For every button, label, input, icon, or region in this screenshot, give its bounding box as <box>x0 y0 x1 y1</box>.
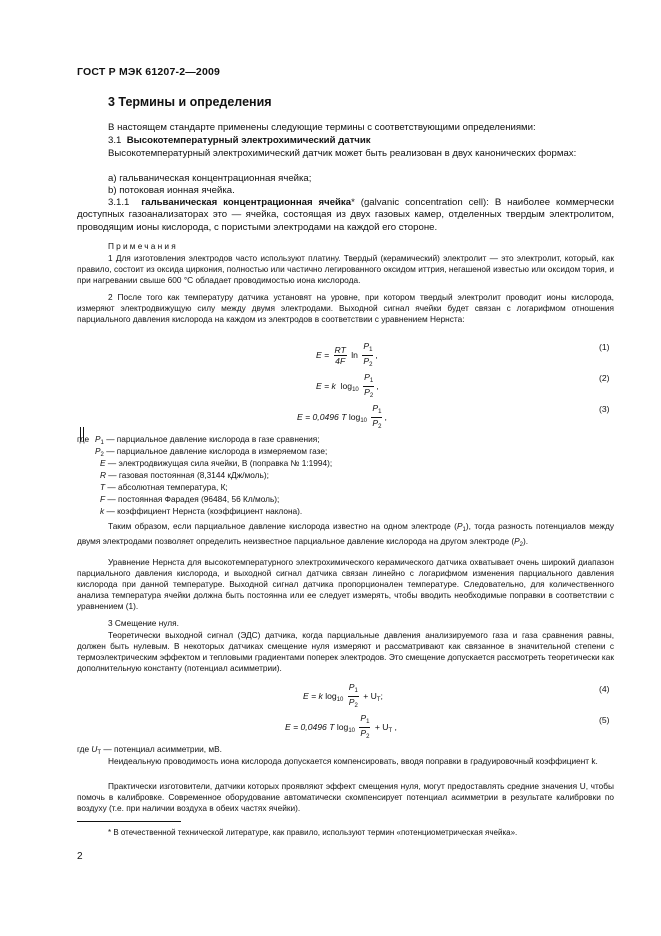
where-item: F — постоянная Фарадея (96484, 56 Кл/моль); <box>100 494 280 504</box>
item-a: a) гальваническая концентрационная ячейка; <box>108 173 312 184</box>
where-item: k — коэффициент Нернста (коэффициент наклона). <box>100 506 303 516</box>
para-practical: Практически изготовители, датчики которых проявляют эффект смещения нуля, могут предоставлять средние значения U, чтобы помочь в калибровке. Современное оборудование автоматически скомпенсирует потенциал асимметрии в результате калибровки по воздуху (т.е. при наличии воздуха в обеих частях ячейки). <box>77 781 614 813</box>
term-3-1-text: Высокотемпературный электрохимический датчик может быть реализован в двух канонических формах: <box>108 148 577 159</box>
para-thus: Таким образом, если парциальное давление кислорода известно на одном электроде $(P_1)$, тогда разность потенциалов между двумя электродами позволяет определить неизвестное парциальное давление кислорода на другом электроде $(P_2)$. <box>77 521 614 548</box>
term-3-1-1-rest: * (galvanic concentration cell): В наиболее коммерчески доступных газоанализаторах это — ячейка, состоящая из двух газовых камер, отделенных твердым электролитом, проводящим ионы кислорода, с пористыми электродами на каждой его стороне. <box>77 197 614 233</box>
eq1-lhs: E = <box>316 349 330 360</box>
where-2: где $U_T$ — потенциал асимметрии, мВ. <box>77 744 222 756</box>
equation-4-number: (4) <box>599 684 610 694</box>
equation-3: E = 0,0496 T $\log_{10}$ $\frac{P_1}{P_2}$ , <box>297 403 387 430</box>
equation-3-number: (3) <box>599 404 610 414</box>
eq1-ln: ln <box>351 349 358 360</box>
term-3-1 <box>77 135 614 147</box>
where-item: T — абсолютная температура, К; <box>100 482 228 492</box>
notes-label: Примечания <box>108 241 178 251</box>
term-3-1-1-title: гальваническая концентрационная ячейка <box>141 197 352 208</box>
equation-5: E = 0,0496 T $\log_{10}$ $\frac{P_1}{P_2}$ + $U_T$ , <box>285 713 397 740</box>
document-header: ГОСТ Р МЭК 61207-2—2009 <box>77 66 221 78</box>
where-item: $P_1$ — парциальное давление кислорода в газе сравнения; <box>95 434 320 446</box>
item-b: b) потоковая ионная ячейка. <box>108 185 235 196</box>
change-bar <box>80 427 84 441</box>
where-item: E — электродвижущая сила ячейки, В (поправка № 1:1994); <box>100 458 333 468</box>
equation-1: E = $\frac{RT}{4F}$ ln $\frac{P_1}{P_2}$ , <box>316 341 378 368</box>
note-3-label: 3 Смещение нуля. <box>108 618 179 628</box>
equation-1-number: (1) <box>599 342 610 352</box>
where-item: $P_2$ — парциальное давление кислорода в измеряемом газе; <box>95 446 328 458</box>
term-3-1-number: 3.1 <box>108 135 122 146</box>
footnote-rule <box>77 821 181 822</box>
term-3-1-1 <box>77 197 614 234</box>
page-number: 2 <box>77 851 83 862</box>
para-nonideal: Неидеальную проводимость иона кислорода допускается компенсировать, вводя поправки в градуировочный коэффициент k. <box>108 756 598 766</box>
note-1: 1 Для изготовления электродов часто используют платину. Твердый (керамический) электролит — это электролит, который, как правило, состоит из оксида циркония, полностью или частично легированного оксидом иттрия, негашеной известью или оксидом тория, и при нагревании свыше 600 °С обладает проводимостью иона кислорода. <box>77 253 614 285</box>
term-3-1-1-number: 3.1.1 <box>108 197 130 208</box>
equation-2: E = k $\log_{10}$ $\frac{P_1}{P_2}$ , <box>316 372 379 399</box>
term-3-1-title: Высокотемпературный электрохимический датчик <box>126 135 371 146</box>
section-title: 3 Термины и определения <box>108 95 272 109</box>
para-theoretical: Теоретически выходной сигнал (ЭДС) датчика, когда парциальные давления анализируемого газа и газа сравнения равны, должен быть нулевым. В некоторых датчиках смещение нуля измеряют и рассматривают как связанное в значительной степени с термоэлектрическим эффектом и тепловыми градиентами поперек электродов. Это смещение допускается рассмотреть теоретически как дополнительную константу (потенциал асимметрии). <box>77 630 614 673</box>
note-2: 2 После того как температуру датчика установят на уровне, при котором твердый электролит проводит ионы кислорода, измеряют электродвижущую силу между двумя электродами. Выходной сигнал ячейки будет связан с логарифмом отношения парциального давления кислорода на каждом из электродов в соответствии с уравнением Нернста: <box>77 292 614 324</box>
equation-5-number: (5) <box>599 715 610 725</box>
equation-4: E = k $\log_{10}$ $\frac{P_1}{P_2}$ + $U_T$; <box>303 682 383 709</box>
equation-2-number: (2) <box>599 373 610 383</box>
eq1-frac-p: $\frac{P_1}{P_2}$ <box>363 341 373 368</box>
where-label: где <box>77 434 90 444</box>
footnote: * В отечественной технической литературе, как правило, используют термин «потенциометрическая ячейка». <box>108 828 518 837</box>
para-nernst: Уравнение Нернста для высокотемпературного электрохимического керамического датчика охватывает очень широкий диапазон парциального давления кислорода, и выходной сигнал датчика связан линейно с логарифмом изменения парциального давления кислорода при данной температуре. Выходной сигнал датчика пропорционален температуре. Следовательно, для количественного анализа температура ячейки должна быть постоянна или ее следует измерять, чтобы вводить необходимые поправки в соответствии с уравнением (1). <box>77 557 614 611</box>
where-item: R — газовая постоянная (8,3144 кДж/моль); <box>100 470 269 480</box>
intro-paragraph: В настоящем стандарте применены следующие термины с соответствующими определениями: <box>108 122 536 133</box>
eq1-frac-rt: $\frac{RT}{4F}$ <box>334 345 346 366</box>
